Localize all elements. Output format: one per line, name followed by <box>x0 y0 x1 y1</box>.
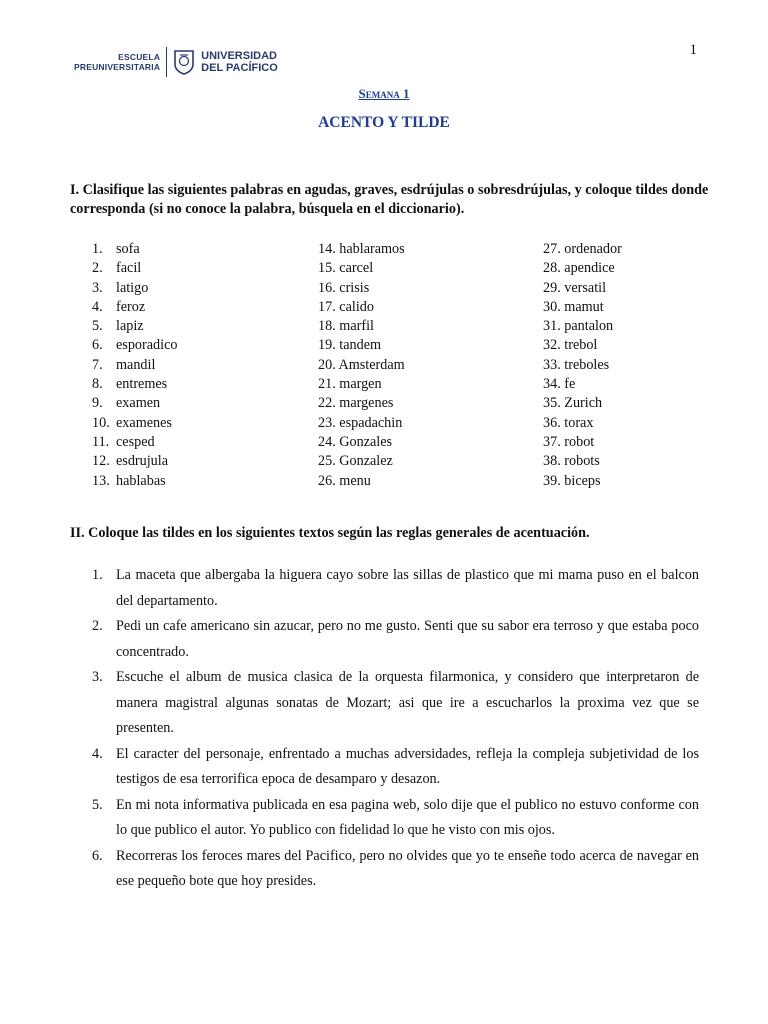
word-text: ordenador <box>564 241 622 257</box>
word-item <box>543 317 622 336</box>
word-text: crisis <box>339 279 370 296</box>
word-text: esporadico <box>116 337 178 354</box>
word-text: Zurich <box>564 395 603 412</box>
word-list-column-3 <box>543 240 622 491</box>
word-text: sofa <box>116 241 140 257</box>
sentence-item <box>92 614 699 665</box>
logo-right-line1: UNIVERSIDAD <box>201 50 277 62</box>
word-text: mamut <box>564 298 604 315</box>
word-text: latigo <box>116 279 149 296</box>
word-item <box>92 317 177 336</box>
word-number: 12. <box>92 453 110 470</box>
word-item <box>543 279 622 298</box>
sentence-list <box>92 563 699 895</box>
word-text: carcel <box>339 260 374 277</box>
word-number: 14. <box>318 241 336 257</box>
sentence-item <box>92 742 699 793</box>
logo-school-name <box>74 52 160 72</box>
word-number: 29. <box>543 279 561 296</box>
word-number: 6. <box>92 337 103 354</box>
university-logo <box>74 47 278 77</box>
word-item <box>92 240 177 259</box>
word-list-column-2 <box>318 240 405 491</box>
word-number: 7. <box>92 356 103 373</box>
word-item <box>543 394 622 413</box>
word-item <box>92 375 177 394</box>
logo-right-line2: DEL PACÍFICO <box>201 62 278 74</box>
word-text: margen <box>339 376 382 393</box>
section1-heading: I. Clasifique las siguientes palabras en agudas, graves, esdrújulas o sobresdrújulas, y coloque tildes donde corresponda (si no conoce la palabra, búsquela en el diccionario). <box>70 182 709 217</box>
sentence-item <box>92 665 699 742</box>
sentence-item <box>92 563 699 614</box>
sentence-number: 5. <box>92 796 103 813</box>
word-number: 22. <box>318 395 336 412</box>
word-item <box>92 472 177 491</box>
word-item <box>543 414 622 433</box>
word-number: 25. <box>318 453 336 470</box>
word-item <box>543 472 622 491</box>
word-number: 17. <box>318 298 336 315</box>
word-item <box>318 414 405 433</box>
word-text: fe <box>564 376 576 393</box>
word-text: facil <box>116 260 142 277</box>
word-number: 30. <box>543 298 561 315</box>
sentence-number: 1. <box>92 567 103 583</box>
sentence-text: Pedi un cafe americano sin azucar, pero no me gusto. Senti que su sabor era terroso y que estaba poco concentrado. <box>116 618 699 660</box>
word-text: feroz <box>116 298 146 315</box>
word-number: 15. <box>318 260 336 277</box>
word-number: 3. <box>92 279 103 296</box>
word-number: 10. <box>92 414 110 431</box>
word-number: 5. <box>92 318 103 335</box>
word-number: 33. <box>543 356 561 373</box>
word-item <box>318 375 405 394</box>
word-number: 18. <box>318 318 336 335</box>
word-number: 32. <box>543 337 561 354</box>
word-item <box>318 240 405 259</box>
word-number: 19. <box>318 337 336 354</box>
word-number: 9. <box>92 395 103 412</box>
word-number: 35. <box>543 395 561 412</box>
word-text: torax <box>564 414 594 431</box>
word-number: 37. <box>543 433 561 450</box>
word-number: 24. <box>318 433 336 450</box>
word-number: 26. <box>318 472 336 489</box>
word-item <box>543 298 622 317</box>
word-item <box>318 317 405 336</box>
word-text: Gonzales <box>339 433 393 450</box>
word-item <box>543 336 622 355</box>
word-item <box>318 356 405 375</box>
word-number: 34. <box>543 376 561 393</box>
word-item <box>92 336 177 355</box>
word-item <box>92 394 177 413</box>
sentence-text: La maceta que albergaba la higuera cayo sobre las sillas de plastico que mi mama puso en el balcon del departamento. <box>116 567 699 609</box>
section2-heading: II. Coloque las tildes en los siguientes textos según las reglas generales de acentuación. <box>70 525 590 541</box>
page-title: ACENTO Y TILDE <box>318 114 450 131</box>
word-item <box>92 298 177 317</box>
word-item <box>92 414 177 433</box>
word-item <box>318 336 405 355</box>
sentence-text: En mi nota informativa publicada en esa pagina web, solo dije que el publico no estuvo conforme con lo que publico el autor. Yo publico con fidelidad lo que he visto con mis ojos. <box>116 796 699 838</box>
word-text: margenes <box>339 395 394 412</box>
university-seal-icon <box>173 49 195 75</box>
word-text: marfil <box>339 318 374 335</box>
word-text: Amsterdam <box>338 356 405 373</box>
word-text: tandem <box>339 337 382 354</box>
page-number: 1 <box>689 42 697 58</box>
logo-left-line1: ESCUELA <box>118 52 161 62</box>
sentence-text: El caracter del personaje, enfrentado a muchas adversidades, refleja la compleja subjetividad de los testigos de esa terrorifica epoca de desamparo y desazon. <box>116 745 699 787</box>
word-item <box>543 375 622 394</box>
word-text: robots <box>564 453 600 470</box>
word-number: 1. <box>92 241 103 257</box>
word-text: entremes <box>116 376 168 393</box>
sentence-number: 2. <box>92 618 103 634</box>
word-number: 11. <box>92 433 110 450</box>
word-item <box>92 279 177 298</box>
word-item <box>318 259 405 278</box>
word-item <box>92 433 177 452</box>
word-item <box>543 433 622 452</box>
sentence-number: 4. <box>92 745 103 762</box>
word-number: 38. <box>543 453 561 470</box>
word-item <box>543 356 622 375</box>
logo-divider <box>166 47 167 77</box>
sentence-text: Escuche el album de musica clasica de la orquesta filarmonica, y considero que interpretaron de manera magistral algunas sonatas de Mozart; asi que ire a escucharlos la proxima vez que se presenten. <box>116 669 699 736</box>
word-item <box>318 472 405 491</box>
word-text: lapiz <box>116 318 144 335</box>
word-text: pantalon <box>564 318 614 335</box>
word-item <box>318 279 405 298</box>
word-number: 20. <box>318 356 336 373</box>
word-text: menu <box>339 472 371 489</box>
word-text: calido <box>339 298 374 315</box>
word-text: hablaramos <box>339 241 405 257</box>
word-item <box>92 356 177 375</box>
word-number: 28. <box>543 260 561 277</box>
word-number: 4. <box>92 298 103 315</box>
sentence-number: 6. <box>92 847 103 864</box>
word-number: 16. <box>318 279 336 296</box>
word-number: 21. <box>318 376 336 393</box>
word-text: treboles <box>564 356 610 373</box>
word-item <box>543 259 622 278</box>
word-number: 31. <box>543 318 561 335</box>
word-item <box>92 259 177 278</box>
sentence-item <box>92 844 699 895</box>
sentence-number: 3. <box>92 669 103 685</box>
word-text: cesped <box>116 433 155 450</box>
word-number: 39. <box>543 472 561 489</box>
word-text: mandil <box>116 356 156 373</box>
word-text: hablabas <box>116 472 166 489</box>
word-text: examen <box>116 395 161 412</box>
word-number: 36. <box>543 414 561 431</box>
word-text: examenes <box>116 414 172 431</box>
word-text: robot <box>564 433 595 450</box>
word-number: 8. <box>92 376 103 393</box>
word-item <box>318 394 405 413</box>
word-number: 23. <box>318 414 336 431</box>
word-text: esdrujula <box>116 453 169 470</box>
logo-left-line2: PREUNIVERSITARIA <box>74 62 161 72</box>
word-text: Gonzalez <box>339 453 393 470</box>
sentence-text: Recorreras los feroces mares del Pacifico, pero no olvides que yo te enseñe todo acerca de navegar en ese pequeño bote que hoy presides. <box>116 847 699 889</box>
word-item <box>92 452 177 471</box>
word-item <box>543 452 622 471</box>
word-item <box>543 240 622 259</box>
word-item <box>318 298 405 317</box>
word-item <box>318 452 405 471</box>
sentence-item <box>92 793 699 844</box>
word-number: 27. <box>543 241 561 257</box>
word-text: versatil <box>564 279 607 296</box>
word-number: 13. <box>92 472 110 489</box>
week-label: Semana 1 <box>358 86 410 101</box>
word-list-column-1 <box>92 240 177 491</box>
word-text: trebol <box>564 337 598 354</box>
word-text: apendice <box>564 260 615 277</box>
word-text: espadachin <box>339 414 403 431</box>
word-item <box>318 433 405 452</box>
word-number: 2. <box>92 260 103 277</box>
logo-university-name <box>201 50 278 74</box>
word-text: biceps <box>564 472 601 489</box>
